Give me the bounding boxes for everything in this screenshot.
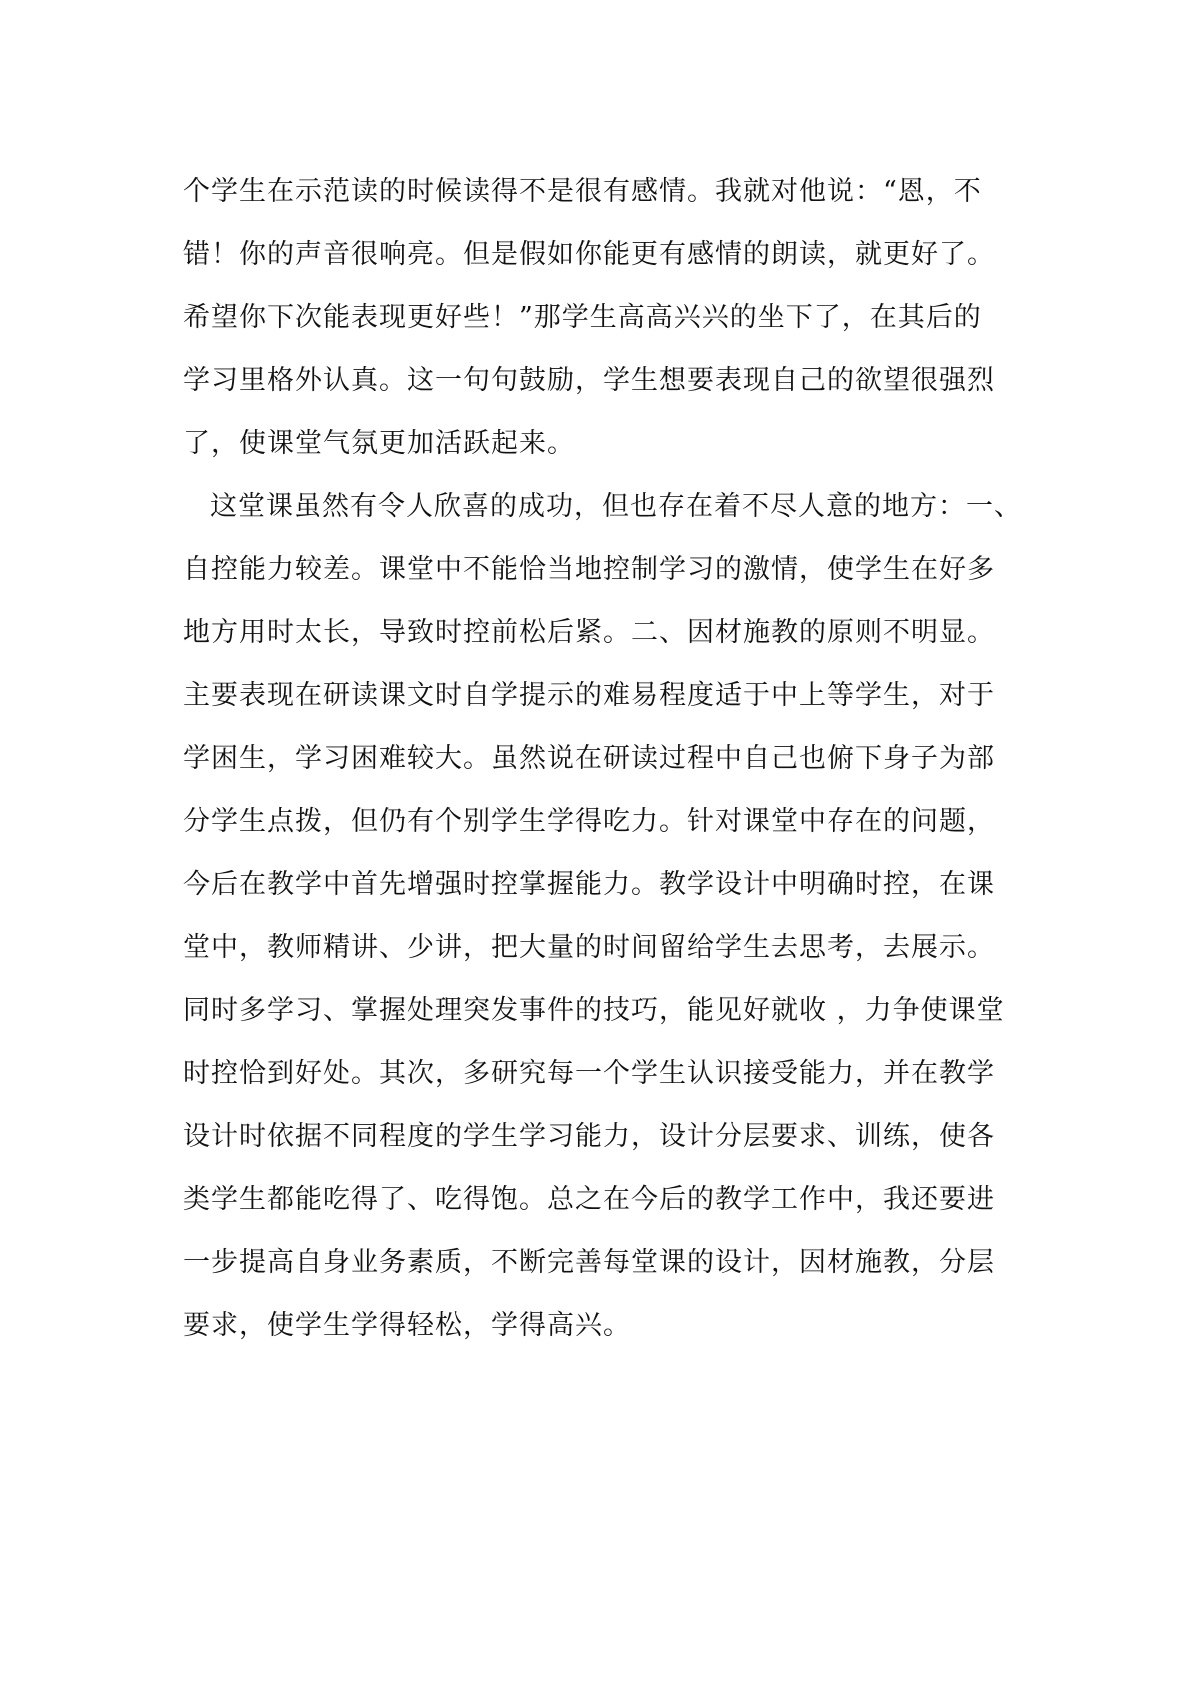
- text-line: 自控能力较差。课堂中不能恰当地控制学习的激情，使学生在好多: [183, 554, 995, 585]
- text-line: 学困生，学习困难较大。虽然说在研读过程中自己也俯下身子为部: [183, 743, 995, 774]
- text-line: 同时多学习、掌握处理突发事件的技巧，能见好就收 ，力争使课堂: [183, 995, 1005, 1026]
- text-line: 希望你下次能表现更好些！”那学生高高兴兴的坐下了，在其后的: [183, 302, 982, 333]
- text-line: 地方用时太长，导致时控前松后紧。二、因材施教的原则不明显。: [183, 617, 995, 648]
- text-line: 堂中，教师精讲、少讲，把大量的时间留给学生去思考，去展示。: [183, 932, 995, 963]
- text-line: 了，使课堂气氛更加活跃起来。: [183, 428, 575, 459]
- text-line: 个学生在示范读的时候读得不是很有感情。我就对他说：“恩，不: [183, 176, 982, 207]
- text-line: 要求，使学生学得轻松，学得高兴。: [183, 1310, 631, 1341]
- text-line: 错！你的声音很响亮。但是假如你能更有感情的朗读，就更好了。: [183, 239, 995, 270]
- text-line: 今后在教学中首先增强时控掌握能力。教学设计中明确时控，在课: [183, 869, 995, 900]
- body-text: [183, 160, 1063, 1357]
- text-line: 分学生点拨，但仍有个别学生学得吃力。针对课堂中存在的问题，: [183, 806, 995, 837]
- paragraph-start-line: 这堂课虽然有令人欣喜的成功，但也存在着不尽人意的地方：一、: [210, 491, 1022, 522]
- text-line: 学习里格外认真。这一句句鼓励，学生想要表现自己的欲望很强烈: [183, 365, 995, 396]
- text-line: 时控恰到好处。其次，多研究每一个学生认识接受能力，并在教学: [183, 1058, 995, 1089]
- text-line: 主要表现在研读课文时自学提示的难易程度适于中上等学生，对于: [183, 680, 995, 711]
- text-line: 设计时依据不同程度的学生学习能力，设计分层要求、训练，使各: [183, 1121, 995, 1152]
- text-line: 一步提高自身业务素质，不断完善每堂课的设计，因材施教，分层: [183, 1247, 995, 1278]
- text-line: 类学生都能吃得了、吃得饱。总之在今后的教学工作中，我还要进: [183, 1184, 995, 1215]
